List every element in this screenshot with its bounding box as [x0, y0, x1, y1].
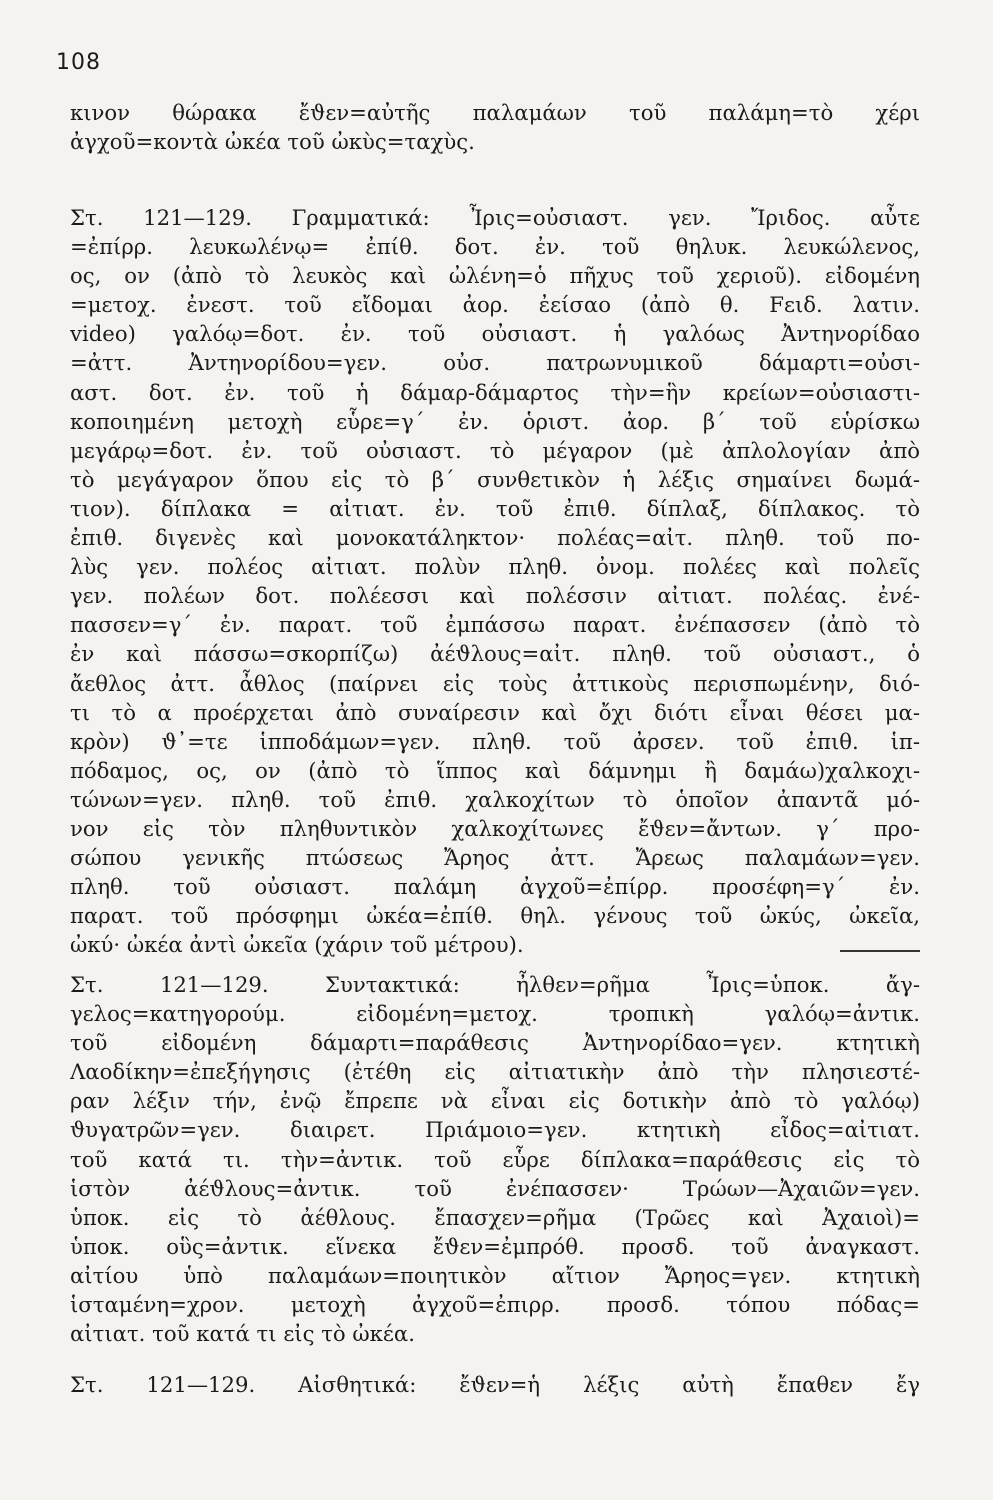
text-line: σώπου γενικῆς πτώσεως Ἄρηος ἀττ. Ἄρεως παλαμάων=γεν. [70, 845, 920, 871]
text-line: video) γαλόῳ=δοτ. ἐν. τοῦ οὐσιαστ. ἡ γαλόως Ἀντηνορίδαο [70, 321, 920, 347]
text-line: ἀγχοῦ=κοντὰ ὠκέα τοῦ ὠκὺς=ταχὺς. [70, 129, 475, 155]
text-line: πληθ. τοῦ οὐσιαστ. παλάμη ἀγχοῦ=ἐπίρρ. προσέφη=γ΄ ἐν. [70, 874, 920, 900]
text-line: κρὸν) ϑ᾽=τε ἱπποδάμων=γεν. πληθ. τοῦ ἀρσεν. τοῦ ἐπιθ. ἱπ- [70, 728, 920, 754]
text-line: λὺς γεν. πολέος αἰτιατ. πολὺν πληθ. ὀνομ. πολέες καὶ πολεῖς [70, 554, 920, 580]
text-line: ϑυγατρῶν=γεν. διαιρετ. Πριάμοιο=γεν. κτητικὴ εἶδος=αἰτιατ. [70, 1117, 920, 1143]
text-line: πασσεν=γ΄ ἐν. παρατ. τοῦ ἐμπάσσω παρατ. ἐνέπασσεν (ἀπὸ τὸ [70, 612, 920, 638]
text-line: =μετοχ. ἐνεστ. τοῦ εἴδομαι ἀορ. ἐείσαο (ἀπὸ θ. Fειδ. λατιν. [70, 292, 920, 318]
text-line: αἰτίου ὑπὸ παλαμάων=ποιητικὸν αἴτιον Ἄρηος=γεν. κτητικὴ [70, 1262, 920, 1288]
text-line: ἐπιθ. διγενὲς καὶ μονοκατάληκτον· πολέας=αἰτ. πληθ. τοῦ πο- [70, 525, 920, 551]
text-line: ἄεθλος ἀττ. ἆθλος (παίρνει εἰς τοὺς ἀττικοὺς περισπωμένην, διό- [70, 670, 920, 696]
section-divider [840, 950, 920, 952]
text-line: νον εἰς τὸν πληθυντικὸν χαλκοχίτωνες ἔϑεν=ἄντων. γ΄ προ- [70, 815, 920, 841]
text-line: ραν λέξιν τήν, ἐνῷ ἔπρεπε νὰ εἶναι εἰς δοτικὴν ἀπὸ τὸ γαλόῳ) [70, 1088, 920, 1114]
text-line: ὑποκ. οὓς=ἀντικ. εἵνεκα ἔϑεν=ἐμπρόθ. προσδ. τοῦ ἀναγκαστ. [70, 1233, 920, 1259]
text-line: =ἐπίρρ. λευκωλένῳ= ἐπίθ. δοτ. ἐν. τοῦ θηλυκ. λευκώλενος, [70, 234, 920, 260]
text-line: τι τὸ α προέρχεται ἀπὸ συναίρεσιν καὶ ὄχι διότι εἶναι θέσει μα- [70, 699, 920, 725]
text-line: τιον). δίπλακα = αἰτιατ. ἐν. τοῦ ἐπιθ. δίπλαξ, δίπλακος. τὸ [70, 495, 920, 521]
text-line: τοῦ κατά τι. τὴν=ἀντικ. τοῦ εὗρε δίπλακα=παράθεσις εἰς τὸ [70, 1146, 920, 1172]
text-line: Λαοδίκην=ἐπεξήγησις (ἐτέθη εἰς αἰτιατικὴν ἀπὸ τὴν πλησιεστέ- [70, 1059, 920, 1085]
text-line: γελος=κατηγορούμ. εἰδομένη=μετοχ. τροπικὴ γαλόῳ=ἀντικ. [70, 1001, 920, 1027]
text-line: γεν. πολέων δοτ. πολέεσσι καὶ πολέσσιν αἰτιατ. πολέας. ἐνέ- [70, 583, 920, 609]
text-line: ἱστὸν ἀέϑλους=ἀντικ. τοῦ ἐνέπασσεν· Τρώων—Ἀχαιῶν=γεν. [70, 1175, 920, 1201]
text-line: κινον θώρακα ἔϑεν=αὐτῆς παλαμάων τοῦ παλάμη=τὸ χέρι [70, 100, 920, 125]
text-line: μεγάρῳ=δοτ. ἐν. τοῦ οὐσιαστ. τὸ μέγαρον (μὲ ἀπλολογίαν ἀπὸ [70, 437, 920, 463]
text-line: Στ. 121—129. Γραμματικά: Ἶρις=οὐσιαστ. γεν. Ἴριδος. αὖτε [70, 205, 920, 230]
text-line: παρατ. τοῦ πρόσφημι ὠκέα=ἐπίθ. θηλ. γένους τοῦ ὠκύς, ὠκεῖα, [70, 903, 920, 929]
text-line: ὑποκ. εἰς τὸ ἀέθλους. ἔπασχεν=ρῆμα (Τρῶες καὶ Ἀχαιοὶ)= [70, 1204, 920, 1230]
grammar-section [70, 203, 920, 959]
text-line: ὠκύ· ὠκέα ἀντὶ ὠκεῖα (χάριν τοῦ μέτρου). [70, 932, 524, 958]
text-line: κοποιημένη μετοχὴ εὗρε=γ΄ ἐν. ὁριστ. ἀορ. β΄ τοῦ εὑρίσκω [70, 408, 920, 434]
aesthetics-section [70, 1370, 920, 1399]
text-line: πόδαμος, ος, ον (ἀπὸ τὸ ἵππος καὶ δάμνημι ἢ δαμάω)χαλκοχι- [70, 757, 920, 783]
page-number: 108 [56, 50, 101, 75]
text-line: τοῦ εἰδομένη δάμαρτι=παράθεσις Ἀντηνορίδαο=γεν. κτητικὴ [70, 1030, 920, 1056]
intro-paragraph [70, 98, 920, 156]
text-line: Στ. 121—129. Αἰσθητικά: ἔϑεν=ἡ λέξις αὐτὴ ἔπαθεν ἔγ [70, 1372, 920, 1397]
text-line: αστ. δοτ. ἐν. τοῦ ἡ δάμαρ-δάμαρτος τὴν=ἣν κρείων=οὐσιαστι- [70, 379, 920, 405]
text-line: Στ. 121—129. Συντακτικά: ἦλθεν=ρῆμα Ἶρις=ὑποκ. ἄγ- [70, 972, 920, 997]
syntax-section [70, 970, 920, 1348]
text-line: ἐν καὶ πάσσω=σκορπίζω) ἀέϑλους=αἰτ. πληθ. τοῦ οὐσιαστ., ὁ [70, 641, 920, 667]
text-line: αἰτιατ. τοῦ κατά τι εἰς τὸ ὠκέα. [70, 1321, 415, 1347]
text-line: ος, ον (ἀπὸ τὸ λευκὸς καὶ ὠλένη=ὁ πῆχυς τοῦ χεριοῦ). εἰδομένη [70, 263, 920, 289]
text-line: ἱσταμένη=χρον. μετοχὴ ἀγχοῦ=ἐπιρρ. προσδ. τόπου πόδας= [70, 1292, 920, 1318]
text-line: =ἀττ. Ἀντηνορίδου=γεν. οὐσ. πατρωνυμικοῦ δάμαρτι=οὐσι- [70, 350, 920, 376]
text-line: τὸ μεγάγαρον ὅπου εἰς τὸ β΄ συνθετικὸν ἡ λέξις σημαίνει δωμά- [70, 466, 920, 492]
text-line: τώνων=γεν. πληθ. τοῦ ἐπιθ. χαλκοχίτων τὸ ὁποῖον ἀπαντᾶ μό- [70, 786, 920, 812]
